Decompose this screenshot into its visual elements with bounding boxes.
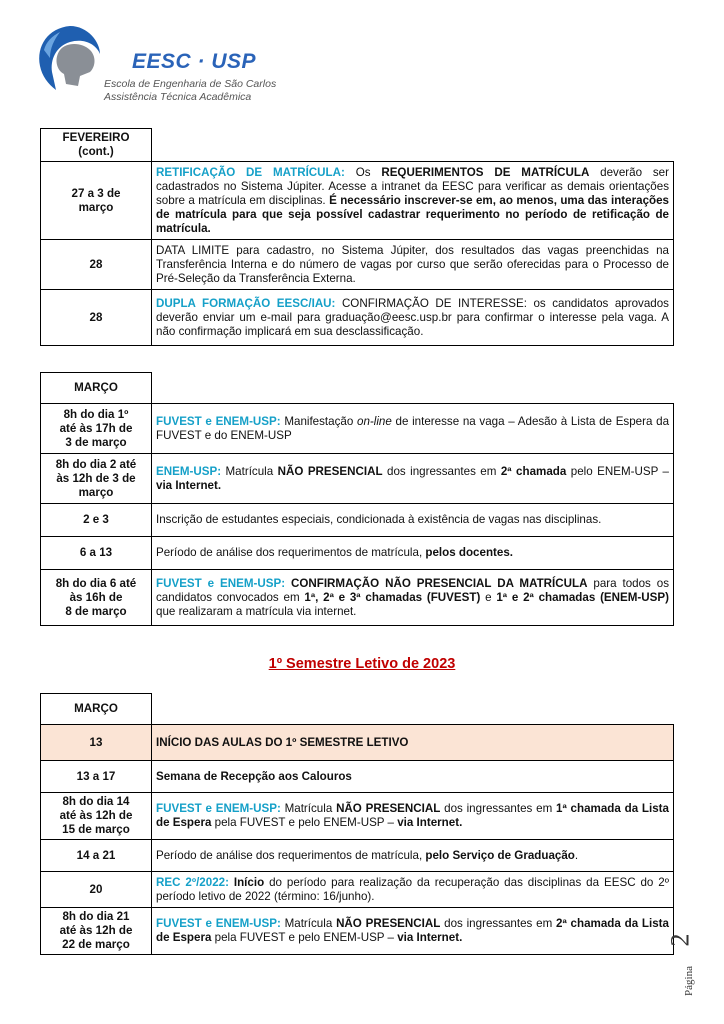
month-header-line: MARÇO [74,702,118,715]
table-row [41,537,674,570]
date-line: às 12h de 3 de [56,471,136,485]
event-text: CONFIRMAÇÃO NÃO PRESENCIAL DA MATRÍCULA [285,576,588,590]
event-description [152,240,674,290]
event-text: do período para realização da recuperação das disciplinas da EESC do 2º período letivo de 2022 (término: 16/junho). [156,875,669,903]
date-line: 8h do dia 6 até [55,576,137,590]
table-marco [40,372,674,626]
event-text: Manifestação [280,414,357,428]
date-line: 2 e 3 [83,513,109,526]
event-label: RETIFICAÇÃO DE MATRÍCULA: [156,165,345,179]
date-line: 13 a 17 [76,769,116,783]
event-description [152,162,674,240]
eesc-usp-logo-icon [30,20,110,100]
event-text: 1ª chamada da Lista de Espera [156,802,669,829]
event-description [152,454,674,504]
table-row [41,504,674,537]
month-header [41,694,152,725]
table-fevereiro [40,128,674,346]
page-header [30,20,330,110]
event-text: NÃO PRESENCIAL [336,917,441,930]
date-cell [41,570,152,626]
date-line: 27 a 3 de [71,186,121,200]
table-row [41,761,674,793]
date-cell [41,162,152,240]
table-row [41,725,674,761]
table-row [41,454,674,504]
event-description [152,570,674,626]
event-text: 2ª chamada da Lista de Espera [156,917,669,944]
event-text: dos ingressantes em [382,464,501,478]
subtitle-line-1: Escola de Engenharia de São Carlos [104,78,277,90]
event-text: on-line [357,414,392,428]
event-text: dos ingressantes em [440,917,557,930]
table-row [41,240,674,290]
event-text: CONFIRMAÇÃO DE INTERESSE: os candidatos aprovados deverão enviar um e-mail para graduação@eesc.usp.br para confirmar o interesse pela vaga. A não confirmação implicará em sua desclassificação. [156,296,669,338]
page-number-block [665,915,716,1015]
event-text: pelo Serviço de Graduação [425,848,575,862]
event-text: INÍCIO DAS AULAS DO 1º SEMESTRE LETIVO [156,735,409,749]
event-description [152,872,674,908]
event-text: . [574,848,579,862]
page-number: 2 [665,933,695,947]
event-text: pelos docentes. [425,546,514,559]
event-description [152,290,674,346]
month-header [41,373,152,404]
date-line: 8 de março [65,604,127,618]
date-cell [41,793,152,840]
event-text: REQUERIMENTOS DE MATRÍCULA [381,165,590,179]
event-text: Período de análise dos requerimentos de matrícula, [156,848,426,862]
event-label: ENEM-USP: [156,464,222,478]
date-cell [41,761,152,793]
date-line: até às 12h de [59,809,133,822]
table-row [41,290,674,346]
event-text: pela FUVEST e pelo ENEM-USP – [211,816,398,829]
event-text: via Internet. [156,478,222,492]
date-line: 8h do dia 1º [63,407,129,421]
event-text: dos ingressantes em [440,802,557,815]
date-line: 3 de março [65,435,127,449]
event-text: DATA LIMITE para cadastro, no Sistema Júpiter, dos resultados das vagas preenchidas na Transferência Interna e do número de vagas por curso que serão oferecidas para o Processo de Pré-Seleção da Transferência Externa. [156,243,669,285]
header-empty-cell [152,129,674,162]
table-row [41,872,674,908]
event-text: É necessário inscrever-se em, ao menos, uma das interações de matrícula para que seja possível cadastrar requerimento no período de retificação de matrícula. [156,193,669,235]
event-description [152,725,674,761]
event-label: REC 2º/2022: [156,875,229,889]
date-line: até às 17h de [59,421,133,435]
event-text: Matrícula [280,917,337,930]
table-header-row [41,373,674,404]
event-label: FUVEST e ENEM-USP: [156,576,286,590]
month-header [41,129,152,162]
month-header-line: (cont.) [78,145,114,158]
date-line: 13 [89,735,103,749]
section-title: 1º Semestre Letivo de 2023 [268,656,456,672]
date-cell [41,290,152,346]
date-line: 8h do dia 2 até [55,457,137,471]
subtitle-line-2: Assistência Técnica Acadêmica [104,91,252,103]
table-header-row [41,129,674,162]
date-line: março [78,200,114,214]
event-text: pelo ENEM-USP – [566,464,669,478]
event-description [152,537,674,570]
institution-subtitle [104,78,276,104]
event-label: FUVEST e ENEM-USP: [156,802,281,815]
event-label: FUVEST e ENEM-USP: [156,414,281,428]
date-cell [41,872,152,908]
date-line: março [78,485,114,499]
event-text: via Internet. [397,816,463,829]
date-line: 20 [89,882,103,896]
event-text: 1ª, 2ª e 3ª chamadas (FUVEST) [304,590,481,604]
date-line: 8h do dia 21 [62,910,130,923]
table-row [41,793,674,840]
event-text: Matrícula [280,802,337,815]
event-label: DUPLA FORMAÇÃO EESC/IAU: [156,296,336,310]
table-marco-semestre [40,693,674,955]
date-line: às 16h de [69,590,123,604]
event-text: pela FUVEST e pelo ENEM-USP – [211,931,398,944]
date-cell [41,240,152,290]
table-header-row [41,694,674,725]
event-text: 2ª chamada [500,464,567,478]
date-line: 28 [89,310,103,324]
header-empty-cell [152,373,674,404]
event-text: de interesse na vaga – Adesão à Lista de Espera da FUVEST e do ENEM-USP [156,414,670,442]
date-line: 14 a 21 [76,848,116,862]
date-line: 28 [89,257,103,271]
table-row [41,908,674,955]
event-description [152,840,674,872]
event-text: Inscrição de estudantes especiais, condicionada à existência de vagas nas disciplinas. [156,513,602,526]
date-cell [41,840,152,872]
header-empty-cell [152,694,674,725]
date-cell [41,725,152,761]
event-text: NÃO PRESENCIAL [336,802,441,815]
event-text: Matrícula [221,464,278,478]
date-cell [41,908,152,955]
event-description [152,404,674,454]
event-text: Os [344,165,382,179]
date-cell [41,504,152,537]
table-row [41,840,674,872]
date-line: 6 a 13 [79,546,113,559]
date-line: até às 12h de [59,924,133,937]
event-label: FUVEST e ENEM-USP: [156,917,281,930]
event-text: NÃO PRESENCIAL [277,464,383,478]
event-description [152,793,674,840]
event-text: Início [233,875,265,889]
brand-name: EESC · USP [132,50,257,73]
date-line: 22 de março [62,938,130,951]
date-cell [41,454,152,504]
table-row [41,404,674,454]
event-text: que realizaram a matrícula via internet. [156,604,357,618]
page-label: Página [682,966,695,996]
date-line: 15 de março [62,823,130,836]
event-description [152,504,674,537]
event-text: Período de análise dos requerimentos de matrícula, [156,546,426,559]
date-cell [41,537,152,570]
table-row [41,570,674,626]
date-line: 8h do dia 14 [62,795,130,808]
date-cell [41,404,152,454]
event-text: Semana de Recepção aos Calouros [156,769,352,783]
event-description [152,761,674,793]
event-text: 1ª e 2ª chamadas (ENEM-USP) [496,590,669,604]
event-text: para todos os candidatos convocados em [156,576,669,604]
table-row [41,162,674,240]
month-header-line: MARÇO [74,381,118,394]
event-text: via Internet. [397,931,463,944]
month-header-line: FEVEREIRO [62,131,130,144]
event-text: deverão ser cadastrados no Sistema Júpiter. Acesse a intranet da EESC para verificar as demais orientações sobre a matrícula em disciplinas. [156,165,669,207]
event-text: e [480,590,497,604]
event-description [152,908,674,955]
